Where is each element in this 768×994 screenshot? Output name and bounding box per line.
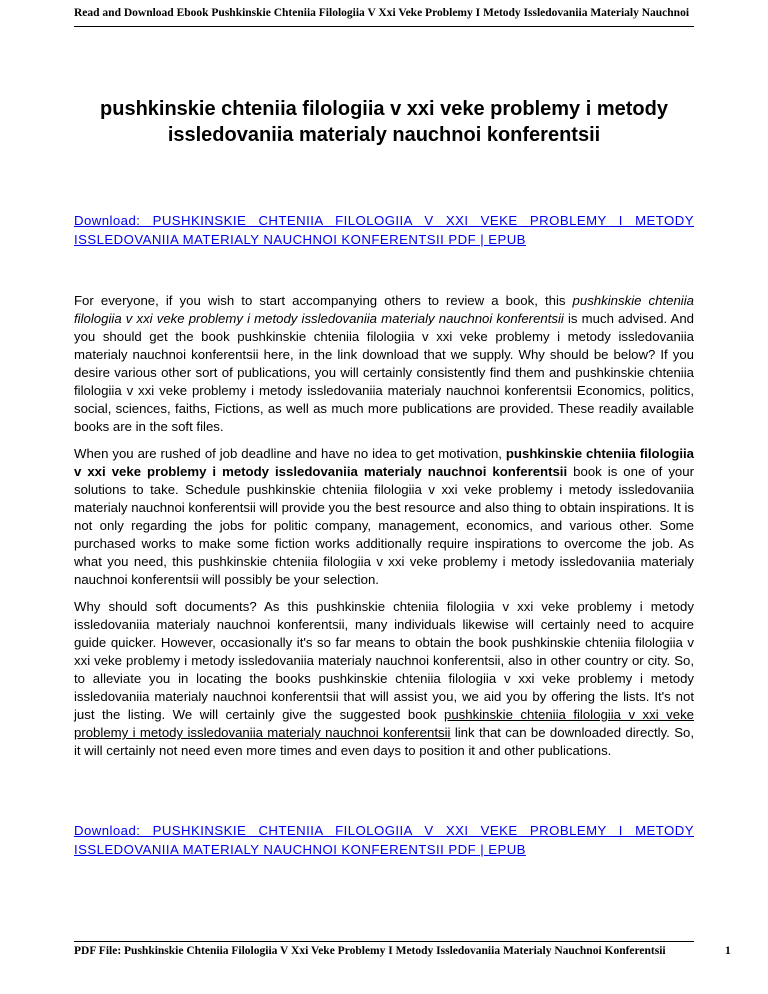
download-link-bottom[interactable]: Download: PUSHKINSKIE CHTENIIA FILOLOGIIA V XXI VEKE PROBLEMY I METODY ISSLEDOVANIIA MATERIALY NAUCHNOI KONFERENTSII PDF | EPUB [74,823,694,857]
page-number: 1 [725,945,731,957]
document-title: pushkinskie chteniia filologiia v xxi veke problemy i metody issledovaniia materialy nauchnoi konferentsii [100,98,668,146]
footer-divider [74,941,694,942]
p1-italic-title: pushkinskie chteniia filologiia v xxi veke problemy i metody issledovaniia materialy nauchnoi konferentsii [74,293,694,326]
header-divider [74,26,694,27]
p3-text-c: link that can be downloaded directly. So, it will certainly not need even more times and even days to position it and other publications. [74,725,694,758]
p2-bold-title: pushkinskie chteniia filologiia v xxi veke problemy i metody issledovaniia materialy nauchnoi konferentsii [74,446,694,479]
p2-text-c: book is one of your solutions to take. Schedule pushkinskie chteniia filologiia v xxi veke problemy i metody issledovaniia materialy nauchnoi konferentsii will provide you the best resource and also thing to obtain inspirations. It is not only regarding the jobs for politic company, management, economics, and various other. Some purchased works to make some fiction works additionally require inspirations to overcome the job. As what you need, this pushkinskie chteniia filologiia v xxi veke problemy i metody issledovaniia materialy nauchnoi konferentsii will possibly be your selection. [74,464,694,587]
page-footer: PDF File: Pushkinskie Chteniia Filologiia V Xxi Veke Problemy I Metody Issledovaniia Materialy Nauchnoi Konferentsii [74,945,666,957]
paragraph-1 [74,292,694,436]
download-link-top[interactable]: Download: PUSHKINSKIE CHTENIIA FILOLOGIIA V XXI VEKE PROBLEMY I METODY ISSLEDOVANIIA MATERIALY NAUCHNOI KONFERENTSII PDF | EPUB [74,213,694,247]
page-header: Read and Download Ebook Pushkinskie Chteniia Filologiia V Xxi Veke Problemy I Metody Issledovaniia Materialy Nauchnoi [74,7,690,19]
paragraph-3 [74,598,694,760]
p1-text-c: is much advised. And you should get the book pushkinskie chteniia filologiia v xxi veke problemy i metody issledovaniia materialy nauchnoi konferentsii here, in the link download that we supply. Why should be below? If you desire various other sort of publications, you will certainly consistently find them and pushkinskie chteniia filologiia v xxi veke problemy i metody issledovaniia materialy nauchnoi konferentsii Economics, politics, social, sciences, faiths, Fictions, as well as much more publications are provided. These readily available books are in the soft files. [74,311,695,434]
p3-text-a: Why should soft documents? As this pushkinskie chteniia filologiia v xxi veke problemy i metody issledovaniia materialy nauchnoi konferentsii, many individuals likewise will certainly need to acquire guide quicker. However, occasionally it's so far means to obtain the book pushkinskie chteniia filologiia v xxi veke problemy i metody issledovaniia materialy nauchnoi konferentsii, also in other country or city. So, to alleviate you in locating the books pushkinskie chteniia filologiia v xxi veke problemy i metody issledovaniia materialy nauchnoi konferentsii that will assist you, we aid you by offering the lists. It's not just the listing. We will certainly give the suggested book [74,599,694,722]
p2-text-a: When you are rushed of job deadline and have no idea to get motivation, [74,446,506,461]
p1-text-a: For everyone, if you wish to start accompanying others to review a book, this [74,293,573,308]
paragraph-2 [74,445,694,589]
p3-underlined-link[interactable]: pushkinskie chteniia filologiia v xxi veke problemy i metody issledovaniia materialy nauchnoi konferentsii [74,707,694,740]
article-body [74,292,694,769]
